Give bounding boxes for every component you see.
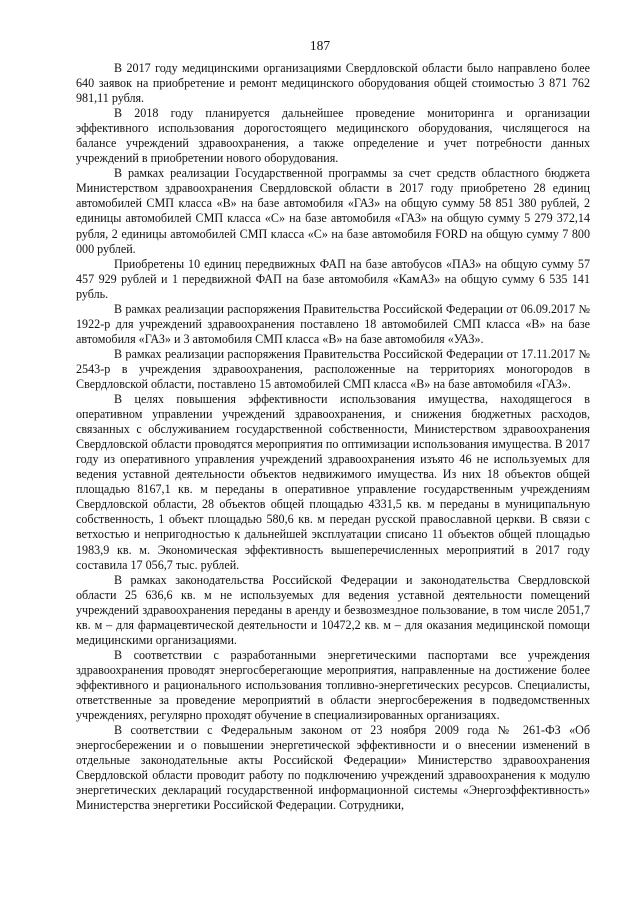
paragraph-mobile-fap: Приобретены 10 единиц передвижных ФАП на базе автобусов «ПАЗ» на общую сумму 57 457 929 рублей и 1 передвижной ФАП на базе автомобиля «КамАЗ» на общую сумму 6 535 141 рубль. bbox=[76, 256, 590, 301]
paragraph-energy-saving: В соответствии с разработанными энергетическими паспортами все учреждения здравоохранения проводят энергосберегающие мероприятия, направленные на достижение более эффективного и рационального использования топливно-энергетических ресурсов. Специалисты, ответственные за проведение мероприятий в области энергосбережения в подведомственных учреждениях, регулярно проходят обучение в специализированных организациях. bbox=[76, 647, 590, 723]
page-number: 187 bbox=[309, 38, 331, 53]
document-body bbox=[76, 61, 590, 813]
paragraph-ambulance-purchase: В рамках реализации Государственной программы за счет средств областного бюджета Министерством здравоохранения Свердловской области в 2017 году приобретено 28 единиц автомобилей СМП класса «В» на базе автомобиля «ГАЗ» на общую сумму 58 851 380 рублей, 2 единицы автомобилей СМП класса «С» на базе автомобиля «ГАЗ» на общую сумму 5 279 372,14 рубля, 2 единицы автомобилей СМП класса «С» на базе автомобиля FORD на общую сумму 7 800 000 рублей. bbox=[76, 166, 590, 256]
paragraph-property-lease: В рамках законодательства Российской Федерации и законодательства Свердловской области 25 636,6 кв. м не используемых для ведения уставной деятельности помещений учреждений здравоохранения переданы в аренду и безвозмездное пользование, в том числе 2051,7 кв. м – для фармацевтической деятельности и 10472,2 кв. м – для оказания медицинской помощи медицинскими организациями. bbox=[76, 572, 590, 647]
paragraph-property-optimization: В целях повышения эффективности использования имущества, находящегося в оперативном управлении учреждений здравоохранения, и снижения бюджетных расходов, связанных с обслуживанием государственной собственности, Министерством здравоохранения Свердловской области проводятся мероприятия по оптимизации использования имущества. В 2017 году из оперативного управления учреждений здравоохранения изъято 46 не используемых для ведения уставной деятельности объектов недвижимого имущества. Из них 18 объектов общей площадью 8167,1 кв. м переданы в оперативное управление государственным учреждениям Свердловской области, 28 объектов общей площадью 4331,5 кв. м переданы в муниципальную собственность, 1 объект площадью 580,6 кв. м передан русской православной церкви. В связи с ветхостью и непригодностью к дальнейшей эксплуатации списано 11 объектов общей площадью 1983,9 кв. м. Экономическая эффективность вышеперечисленных мероприятий в 2017 году составила 17 056,7 тыс. рублей. bbox=[76, 392, 590, 572]
paragraph-order-2543: В рамках реализации распоряжения Правительства Российской Федерации от 17.11.2017 № 2543-р в учреждения здравоохранения, расположенные на территориях моногородов в Свердловской области, поставлено 15 автомобилей СМП класса «В» на базе автомобиля «ГАЗ». bbox=[76, 346, 590, 391]
paragraph-order-1922: В рамках реализации распоряжения Правительства Российской Федерации от 06.09.2017 № 1922-р для учреждений здравоохранения поставлено 18 автомобилей СМП класса «В» на базе автомобиля «ГАЗ» и 3 автомобиля СМП класса «В» на базе автомобиля «УАЗ». bbox=[76, 301, 590, 346]
paragraph-energy-law: В соответствии с Федеральным законом от 23 ноября 2009 года № 261-ФЗ «Об энергосбережении и о повышении энергетической эффективности и о внесении изменений в отдельные законодательные акты Российской Федерации» Министерство здравоохранения Свердловской области проводит работу по подключению учреждений здравоохранения к модулю энергетических деклараций государственной информационной системы «Энергоэффективность» Министерства энергетики Российской Федерации. Сотрудники, bbox=[76, 723, 590, 813]
paragraph-equipment-monitoring: В 2018 году планируется дальнейшее проведение мониторинга и организации эффективного использования дорогостоящего медицинского оборудования, числящегося на балансе учреждений здравоохранения, а также определение и учет потребности данных учреждений в приобретении нового оборудования. bbox=[76, 106, 590, 166]
paragraph-equipment-requests: В 2017 году медицинскими организациями Свердловской области было направлено более 640 заявок на приобретение и ремонт медицинского оборудования общей стоимостью 3 871 762 981,11 рубля. bbox=[76, 61, 590, 106]
